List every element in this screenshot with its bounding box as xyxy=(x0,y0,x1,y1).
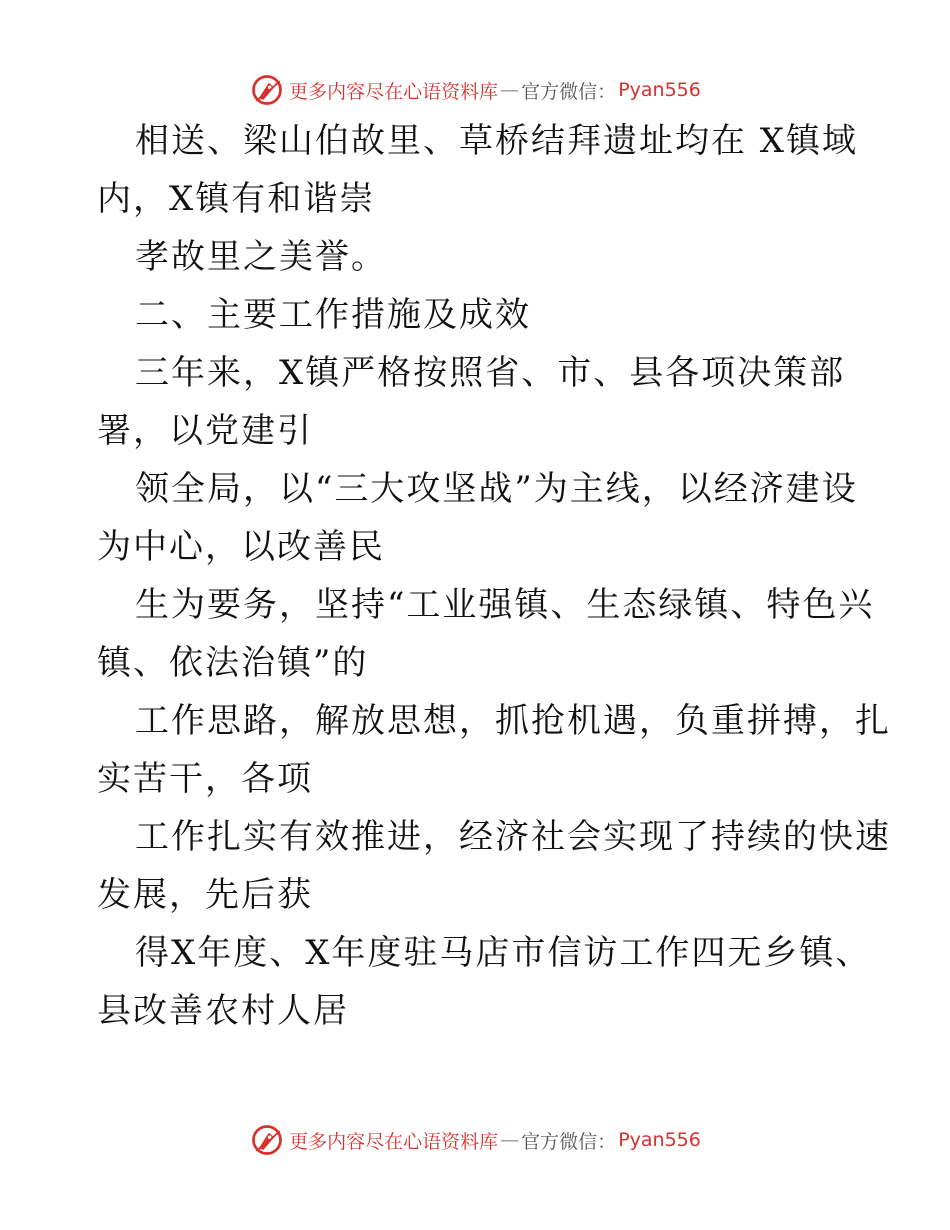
text-line: 为中心，以改善民 xyxy=(97,527,385,567)
text-line: 相送、梁山伯故里、草桥结拜遗址均在 X镇域 xyxy=(135,121,859,161)
text-line: 生为要务，坚持“工业强镇、生态绿镇、特色兴 xyxy=(135,585,875,625)
footer-watermark xyxy=(0,1120,950,1160)
text-line: 镇、依法治镇”的 xyxy=(97,643,369,683)
watermark-wechat-id: Pyan556 xyxy=(618,1129,701,1151)
pen-nib-logo-icon xyxy=(249,72,285,108)
watermark-wechat-label: 官方微信： xyxy=(521,80,617,103)
text-line: 署，以党建引 xyxy=(97,411,313,451)
text-line: 实苦干，各项 xyxy=(97,759,313,799)
watermark-brand: 更多内容尽在心语资料库 xyxy=(289,80,499,103)
document-body xyxy=(97,121,891,1052)
watermark-wechat-label: 官方微信： xyxy=(521,1130,617,1153)
watermark-separator: — xyxy=(500,1129,520,1151)
text-line: 工作思路，解放思想，抓抢机遇，负重拼搏，扎 xyxy=(135,701,891,741)
text-line: 发展，先后获 xyxy=(97,875,313,915)
text-line: 县改善农村人居 xyxy=(97,991,349,1031)
section-heading: 二、主要工作措施及成效 xyxy=(135,295,531,335)
text-line: 工作扎实有效推进，经济社会实现了持续的快速 xyxy=(135,817,891,857)
pen-nib-logo-icon xyxy=(249,1122,285,1158)
text-line: 三年来，X镇严格按照省、市、县各项决策部 xyxy=(135,353,846,393)
text-line: 领全局，以“三大攻坚战”为主线，以经济建设 xyxy=(135,469,858,509)
text-line: 内，X镇有和谐崇 xyxy=(97,179,376,219)
header-watermark xyxy=(0,70,950,110)
watermark-brand: 更多内容尽在心语资料库 xyxy=(289,1130,499,1153)
watermark-separator: — xyxy=(500,79,520,101)
text-line: 得X年度、X年度驻马店市信访工作四无乡镇、 xyxy=(135,933,872,973)
watermark-wechat-id: Pyan556 xyxy=(618,79,701,101)
text-line: 孝故里之美誉。 xyxy=(135,237,387,277)
